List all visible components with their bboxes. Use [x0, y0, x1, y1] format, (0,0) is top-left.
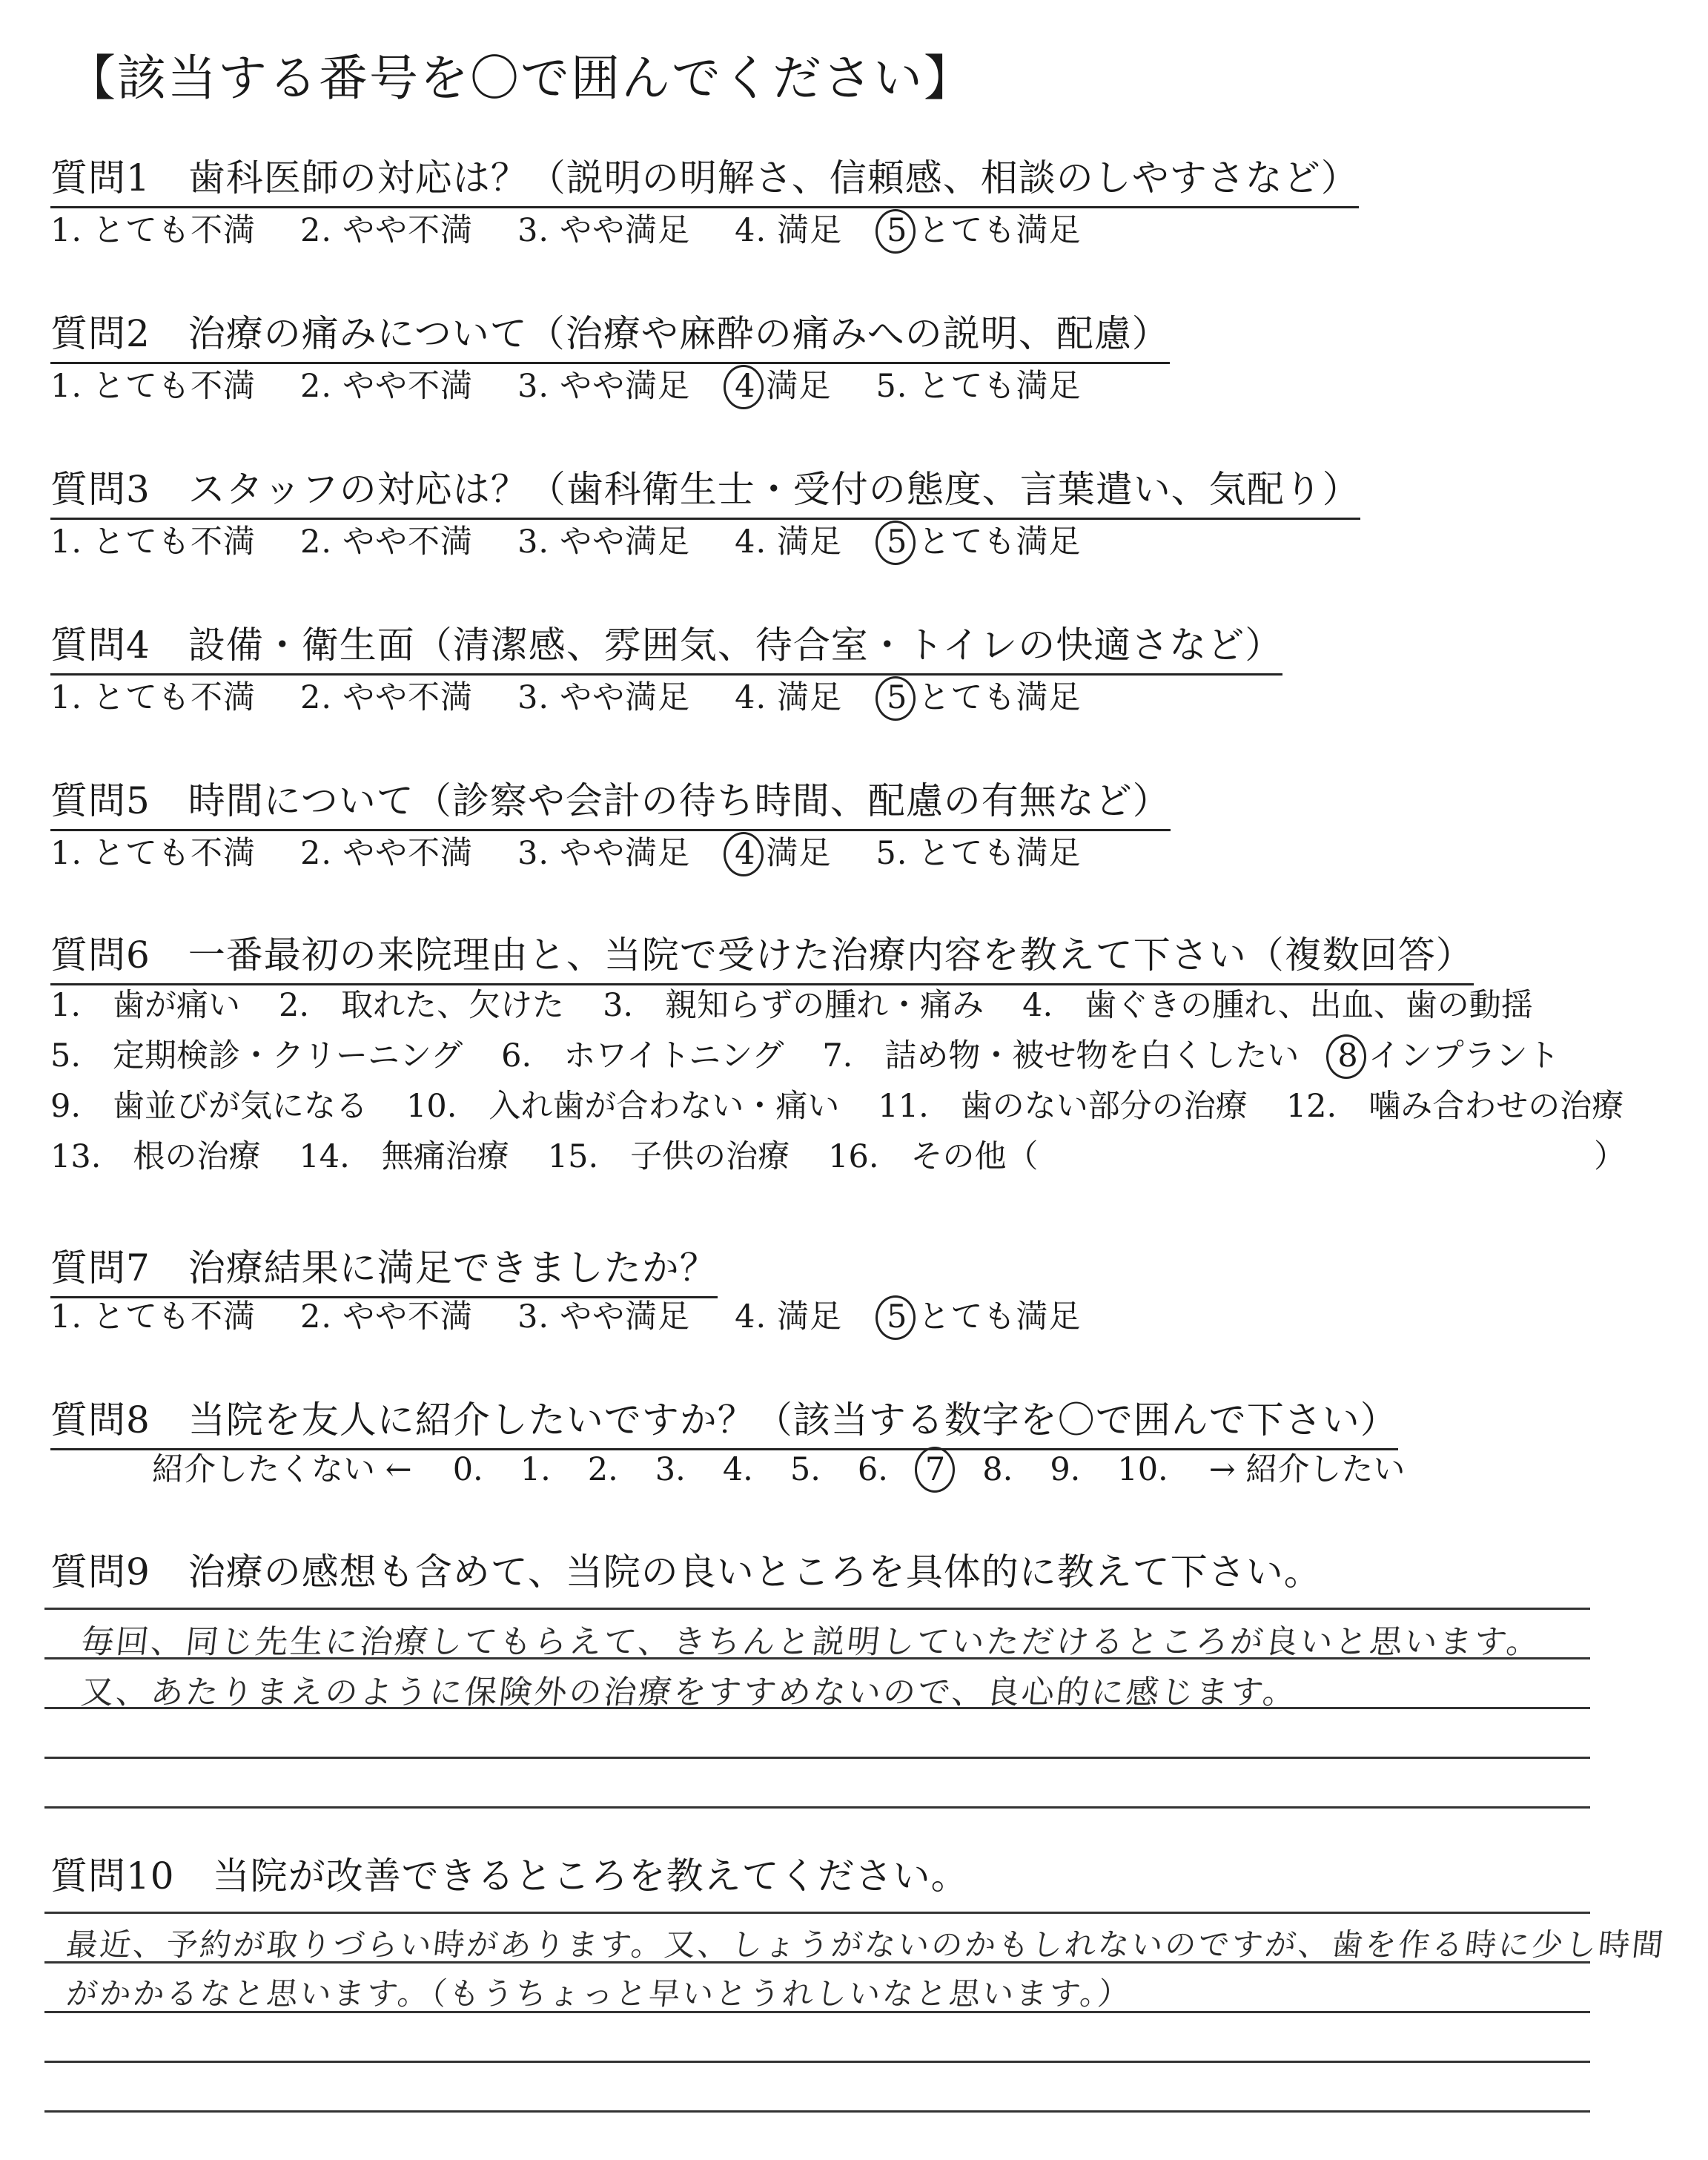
- option-number: 4: [735, 835, 756, 872]
- rating-option: [300, 673, 473, 718]
- q6-option-selected: 8 インプラント: [1337, 1037, 1560, 1074]
- option-number: 2.: [300, 212, 333, 249]
- rating-option: [735, 673, 842, 718]
- option-label: とても不満: [93, 524, 256, 561]
- rating-option: [50, 828, 256, 873]
- option-number: 1.: [50, 1298, 83, 1335]
- option-label: とても満足: [918, 1298, 1082, 1335]
- rating-option-selected: [887, 205, 1081, 251]
- question-4-options: [50, 673, 1125, 718]
- q6-option: 15. 子供の治療: [547, 1138, 790, 1175]
- q6-option-label: インプラント: [1368, 1037, 1560, 1074]
- option-label: とても不満: [93, 835, 256, 872]
- rating-option: [50, 361, 256, 406]
- option-number: 2.: [300, 1298, 333, 1335]
- option-label: やや満足: [560, 524, 691, 561]
- option-number: 5: [887, 1298, 908, 1335]
- option-label: やや満足: [560, 835, 691, 872]
- rating-option-selected: [887, 1292, 1081, 1337]
- scale-values: [434, 1451, 1187, 1488]
- rating-option: [300, 205, 473, 251]
- option-label: やや不満: [342, 835, 474, 872]
- option-number: 4.: [735, 212, 767, 249]
- answer-line: [44, 2110, 1590, 2113]
- option-label: 満足: [777, 1298, 843, 1335]
- question-6-row: [50, 1132, 1077, 1177]
- question-2-options: [50, 361, 1125, 406]
- option-number: 1.: [50, 524, 83, 561]
- option-label: やや満足: [560, 212, 691, 249]
- option-label: とても満足: [918, 212, 1082, 249]
- question-5-options: [50, 828, 1125, 873]
- scale-value: 8.: [982, 1451, 1013, 1488]
- option-number: 3.: [517, 835, 550, 872]
- option-label: やや満足: [560, 679, 691, 716]
- page-title: 【該当する番号を〇で囲んでください】: [67, 50, 974, 107]
- q6-other-close: ）: [1594, 1138, 1626, 1175]
- scale-value: 4.: [722, 1451, 753, 1488]
- rating-option: [517, 828, 690, 873]
- option-number: 5: [887, 212, 908, 249]
- rating-option-selected: [887, 673, 1081, 718]
- option-number: 5.: [875, 368, 908, 405]
- question-3-label: 質問3 スタッフの対応は？（歯科衛生士・受付の態度、言葉遣い、気配り）: [50, 460, 1360, 520]
- q6-option: 1. 歯が痛い: [50, 987, 241, 1024]
- option-number: 1.: [50, 368, 83, 405]
- rating-option: [735, 517, 842, 562]
- q6-option: 11. 歯のない部分の治療: [878, 1088, 1248, 1125]
- rating-option-selected: [887, 517, 1081, 562]
- option-number: 4: [735, 368, 756, 405]
- question-6-row: [50, 1031, 1598, 1076]
- q6-option: 9. 歯並びが気になる: [50, 1088, 368, 1125]
- answer-line: [44, 2061, 1590, 2063]
- option-number: 4.: [735, 524, 767, 561]
- rating-option: [735, 205, 842, 251]
- option-label: とても満足: [918, 679, 1082, 716]
- option-label: とても満足: [918, 835, 1082, 872]
- question-7-label: 質問7 治療結果に満足できましたか？: [50, 1238, 718, 1298]
- question-8-scale: [152, 1444, 1405, 1490]
- option-label: やや満足: [560, 368, 691, 405]
- scale-value: 1.: [520, 1451, 551, 1488]
- q6-option: 12. 噛み合わせの治療: [1285, 1088, 1624, 1125]
- option-label: とても満足: [918, 524, 1082, 561]
- option-label: やや不満: [342, 368, 474, 405]
- rating-option: [300, 828, 473, 873]
- rating-option: [875, 828, 1081, 873]
- q6-option: 2. 取れた、欠けた: [279, 987, 565, 1024]
- option-number: 2.: [300, 679, 333, 716]
- q6-option: 6. ホワイトニング: [501, 1037, 784, 1074]
- option-number: 2.: [300, 524, 333, 561]
- option-label: やや不満: [342, 212, 474, 249]
- question-4-label: 質問4 設備・衛生面（清潔感、雰囲気、待合室・トイレの快適さなど）: [50, 615, 1282, 676]
- option-number: 1.: [50, 212, 83, 249]
- option-number: 3.: [517, 1298, 550, 1335]
- option-label: 満足: [766, 835, 832, 872]
- option-label: とても不満: [93, 679, 256, 716]
- option-number: 1.: [50, 835, 83, 872]
- option-label: やや不満: [342, 1298, 474, 1335]
- q10-answer-line-1: 最近、予約が取りづらい時があります。又、しょうがないのかもしれないのですが、歯を作る時に少し時間: [64, 1926, 1667, 1963]
- scale-value: 2.: [587, 1451, 618, 1488]
- scale-value: 0.: [452, 1451, 483, 1488]
- option-label: 満足: [766, 368, 832, 405]
- question-8-label: 質問8 当院を友人に紹介したいですか？（該当する数字を〇で囲んで下さい）: [50, 1390, 1398, 1450]
- q9-answer-line-2: 又、あたりまえのように保険外の治療をすすめないので、良心的に感じます。: [79, 1674, 1300, 1711]
- option-label: 満足: [777, 212, 843, 249]
- option-label: やや満足: [560, 1298, 691, 1335]
- rating-option: [517, 673, 690, 718]
- option-label: 満足: [777, 524, 843, 561]
- option-number: 1.: [50, 679, 83, 716]
- rating-option: [517, 361, 690, 406]
- rating-option: [300, 517, 473, 562]
- option-label: とても不満: [93, 1298, 256, 1335]
- question-9-label: 質問9 治療の感想も含めて、当院の良いところを具体的に教えて下さい。: [50, 1550, 1322, 1593]
- option-number: 4.: [735, 679, 767, 716]
- option-number: 3.: [517, 212, 550, 249]
- question-3-options: [50, 517, 1125, 562]
- q6-option: 7. 詰め物・被せ物を白くしたい: [822, 1037, 1300, 1074]
- option-number: 3.: [517, 679, 550, 716]
- option-label: やや不満: [342, 524, 474, 561]
- option-number: 5: [887, 524, 908, 561]
- option-number: 3.: [517, 368, 550, 405]
- option-label: とても満足: [918, 368, 1082, 405]
- rating-option-selected: [735, 361, 831, 406]
- q6-option: 14. 無痛治療: [299, 1138, 509, 1175]
- rating-option: [50, 1292, 256, 1337]
- rating-option-selected: [735, 828, 831, 873]
- option-label: とても不満: [93, 212, 256, 249]
- rating-option: [300, 361, 473, 406]
- q6-option: 3. 親知らずの腫れ・痛み: [603, 987, 984, 1024]
- rating-option: [50, 673, 256, 718]
- question-2-label: 質問2 治療の痛みについて（治療や麻酔の痛みへの説明、配慮）: [50, 304, 1170, 364]
- option-label: 満足: [777, 679, 843, 716]
- rating-option: [517, 205, 690, 251]
- scale-value-selected: 7: [924, 1451, 946, 1488]
- q9-answer-line-1: 毎回、同じ先生に治療してもらえて、きちんと説明していただけるところが良いと思います。: [79, 1623, 1543, 1661]
- question-6-row: [50, 980, 1572, 1025]
- option-label: やや不満: [342, 679, 474, 716]
- rating-option: [517, 517, 690, 562]
- option-number: 2.: [300, 368, 333, 405]
- q6-option: 5. 定期検診・クリーニング: [50, 1037, 463, 1074]
- q6-option: 13. 根の治療: [50, 1138, 261, 1175]
- scale-value: 3.: [655, 1451, 686, 1488]
- rating-option: [50, 517, 256, 562]
- answer-line: [44, 1757, 1590, 1759]
- answer-line: [44, 1608, 1590, 1610]
- answer-line: [44, 1912, 1590, 1914]
- rating-option: [517, 1292, 690, 1337]
- question-1-options: [50, 205, 1125, 251]
- question-5-label: 質問5 時間について（診察や会計の待ち時間、配慮の有無など）: [50, 771, 1171, 831]
- scale-value: 9.: [1050, 1451, 1081, 1488]
- q6-option: 16. その他（: [828, 1138, 1039, 1175]
- option-number: 5: [887, 679, 908, 716]
- rating-option: [875, 361, 1081, 406]
- scale-right-label: → 紹介したい: [1208, 1451, 1406, 1488]
- option-number: 3.: [517, 524, 550, 561]
- q6-option: 10. 入れ歯が合わない・痛い: [406, 1088, 840, 1125]
- q10-answer-line-2: がかかるなと思います。（もうちょっと早いとうれしいなと思います。）: [64, 1975, 1133, 2012]
- scale-value: 5.: [790, 1451, 821, 1488]
- rating-option: [300, 1292, 473, 1337]
- option-number: 2.: [300, 835, 333, 872]
- question-7-options: [50, 1292, 1125, 1337]
- rating-option: [735, 1292, 842, 1337]
- option-label: とても不満: [93, 368, 256, 405]
- answer-line: [44, 1806, 1590, 1809]
- scale-value: 10.: [1117, 1451, 1168, 1488]
- question-10-label: 質問10 当院が改善できるところを教えてください。: [50, 1855, 969, 1898]
- question-6-row: [50, 1081, 1662, 1126]
- scale-left-label: 紹介したくない ←: [152, 1451, 412, 1488]
- scale-value: 6.: [857, 1451, 888, 1488]
- question-1-label: 質問1 歯科医師の対応は？（説明の明解さ、信頼感、相談のしやすさなど）: [50, 148, 1359, 208]
- q6-option: 4. 歯ぐきの腫れ、出血、歯の動揺: [1022, 987, 1533, 1024]
- question-6-label: 質問6 一番最初の来院理由と、当院で受けた治療内容を教えて下さい（複数回答）: [50, 925, 1474, 985]
- rating-option: [50, 205, 256, 251]
- option-number: 4.: [735, 1298, 767, 1335]
- option-number: 5.: [875, 835, 908, 872]
